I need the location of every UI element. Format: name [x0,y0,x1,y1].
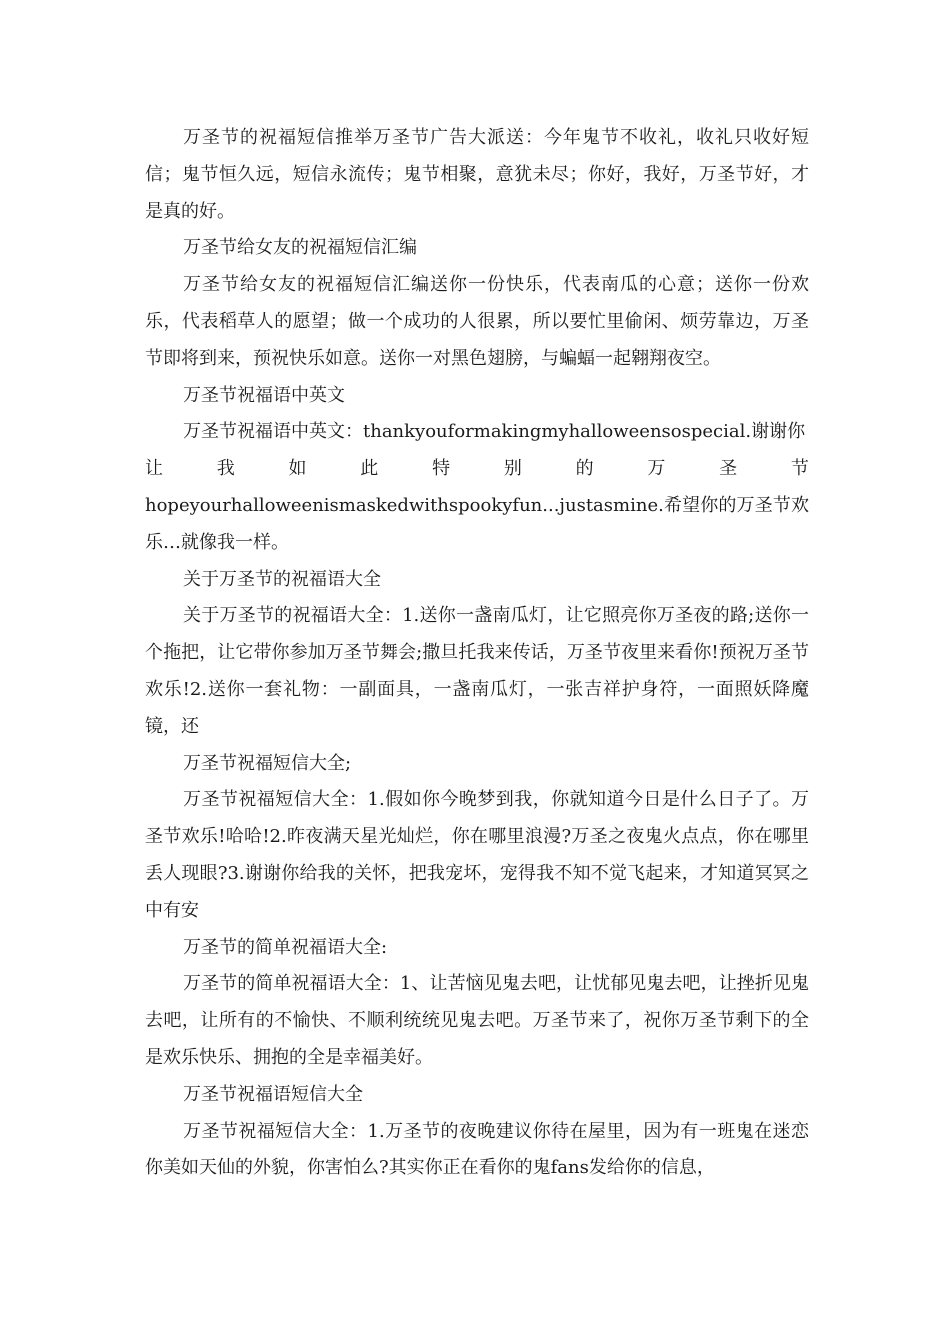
section-heading-sms: 万圣节祝福短信大全; [183,752,352,774]
section-heading-sms-collection: 万圣节祝福语短信大全 [183,1083,363,1105]
paragraph-sms: 万圣节祝福短信大全：1.假如你今晚梦到我，你就知道今日是什么日子了。万圣节欢乐!哈哈!2.昨夜满天星光灿烂，你在哪里浪漫?万圣之夜鬼火点点，你在哪里丢人现眼?3.谢谢你给我的关怀，把我宠坏，宠得我不知不觉飞起来，才知道冥冥之中有安 [145,789,809,921]
spaced-char: 特 [432,458,451,480]
paragraph-girlfriend: 万圣节给女友的祝福短信汇编送你一份快乐，代表南瓜的心意；送你一份欢乐，代表稻草人的愿望；做一个成功的人很累，所以要忙里偷闲、烦劳靠边，万圣节即将到来，预祝快乐如意。送你一对黑色翅膀，与蝙蝠一起翱翔夜空。 [145,274,809,369]
paragraph-about: 关于万圣节的祝福语大全：1.送你一盏南瓜灯，让它照亮你万圣夜的路;送你一个拖把，让它带你参加万圣节舞会;撒旦托我来传话，万圣节夜里来看你!预祝万圣节欢乐!2.送你一套礼物：一副面具，一盏南瓜灯，一张吉祥护身符，一面照妖降魔镜，还 [145,605,809,737]
spaced-char: 此 [360,458,379,480]
paragraph-bilingual-line3: hopeyourhalloweenismaskedwithspookyfun...justasmine.希望你的万圣节欢乐…就像我一样。 [145,494,809,553]
spaced-char: 如 [288,458,307,480]
spaced-char: 我 [216,458,235,480]
section-heading-girlfriend: 万圣节给女友的祝福短信汇编 [183,237,417,259]
spaced-char: 的 [575,458,594,480]
paragraph-intro: 万圣节的祝福短信推举万圣节广告大派送：今年鬼节不收礼，收礼只收好短信；鬼节恒久远，短信永流传；鬼节相聚，意犹未尽；你好，我好，万圣节好，才是真的好。 [145,127,809,222]
paragraph-bilingual-spaced-line [145,451,809,488]
spaced-char: 节 [790,458,809,480]
document-page [145,120,809,1187]
paragraph-simple: 万圣节的简单祝福语大全：1、让苦恼见鬼去吧，让忧郁见鬼去吧，让挫折见鬼去吧，让所有的不愉快、不顺利统统见鬼去吧。万圣节来了，祝你万圣节剩下的全是欢乐快乐、拥抱的全是幸福美好。 [145,973,809,1068]
spaced-char: 让 [145,458,163,480]
section-heading-simple: 万圣节的简单祝福语大全: [183,936,388,958]
section-heading-bilingual: 万圣节祝福语中英文 [183,384,345,406]
spaced-char: 别 [503,458,522,480]
paragraph-bilingual-line1: 万圣节祝福语中英文：thankyouformakingmyhalloweensospecial.谢谢你 [183,421,806,443]
spaced-char: 万 [647,458,666,480]
section-heading-about: 关于万圣节的祝福语大全 [183,568,381,590]
spaced-char: 圣 [719,458,738,480]
paragraph-sms-collection: 万圣节祝福短信大全：1.万圣节的夜晚建议你待在屋里，因为有一班鬼在迷恋你美如天仙的外貌，你害怕么?其实你正在看你的鬼fans发给你的信息， [145,1120,809,1179]
